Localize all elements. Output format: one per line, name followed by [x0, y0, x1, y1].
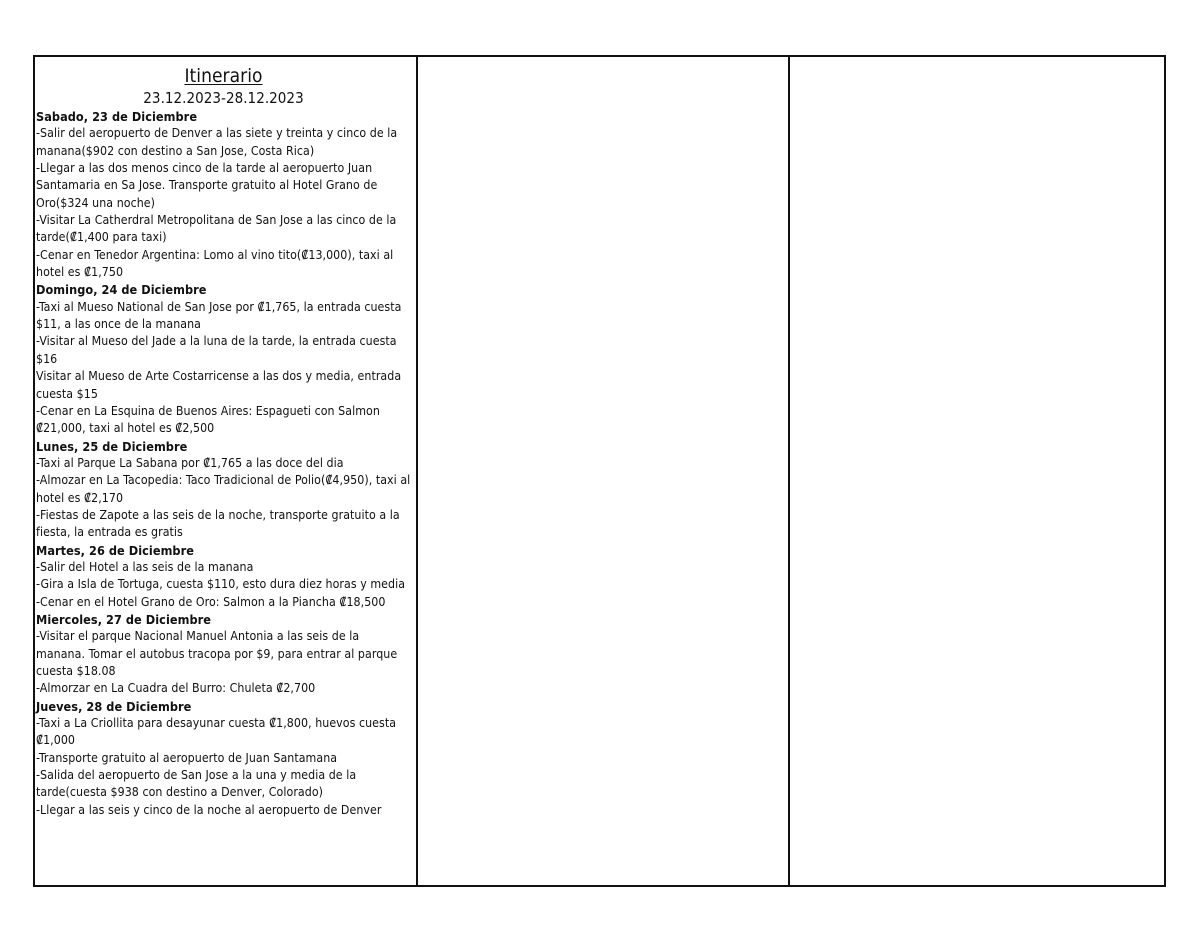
day-block — [36, 281, 411, 437]
itinerary-item: -Taxi al Mueso National de San Jose por ₡1,765, la entrada cuesta $11, a las once de la manana — [36, 299, 402, 332]
day-block — [36, 542, 411, 611]
document-title: Itinerario — [184, 65, 263, 87]
day-heading: Sabado, 23 de Diciembre — [36, 109, 198, 124]
itinerary-item: -Taxi a La Criollita para desayunar cuesta ₡1,800, huevos cuesta ₡1,000 — [36, 716, 397, 748]
itinerary-cell — [35, 63, 415, 819]
day-heading: Lunes, 25 de Diciembre — [36, 438, 188, 454]
day-block — [36, 438, 411, 542]
day-block — [36, 108, 411, 281]
day-heading: Martes, 26 de Diciembre — [36, 542, 194, 558]
itinerary-item: -Visitar La Catherdral Metropolitana de San Jose a las cinco de la tarde(₡1,400 para taxi) — [36, 213, 397, 245]
itinerary-item: -Salir del Hotel a las seis de la manana — [36, 559, 254, 574]
itinerary-item: -Llegar a las seis y cinco de la noche al aeropuerto de Denver — [36, 802, 382, 817]
itinerary-item: -Taxi al Parque La Sabana por ₡1,765 a las doce del dia — [36, 455, 344, 470]
itinerary-item: -Almorzar en La Cuadra del Burro: Chuleta ₡2,700 — [36, 681, 316, 696]
day-heading: Miercoles, 27 de Diciembre — [36, 611, 212, 627]
itinerary-item: -Cenar en Tenedor Argentina: Lomo al vino tito(₡13,000), taxi al hotel es ₡1,750 — [36, 247, 394, 280]
itinerary-item: -Visitar al Mueso del Jade a la luna de la tarde, la entrada cuesta $16 — [36, 334, 397, 366]
itinerary-item: -Visitar el parque Nacional Manuel Antonia a las seis de la manana. Tomar el autobus tracopa por $9, para entrar al parque cuesta $18.08 — [36, 629, 398, 678]
itinerary-item: -Almozar en La Tacopedia: Taco Tradicional de Polio(₡4,950), taxi al hotel es ₡2,170 — [36, 473, 411, 505]
itinerary-item: -Llegar a las dos menos cinco de la tarde al aeropuerto Juan Santamaria en Sa Jose. Transporte gratuito al Hotel Grano de Oro($324 una noche) — [36, 161, 378, 210]
itinerary-item: -Salida del aeropuerto de San Jose a la una y media de la tarde(cuesta $938 con destino a Denver, Colorado) — [36, 768, 357, 800]
itinerary-item: Visitar al Mueso de Arte Costarricense a las dos y media, entrada cuesta $15 — [36, 369, 402, 401]
itinerary-item: -Transporte gratuito al aeropuerto de Juan Santamana — [36, 750, 338, 765]
day-block — [36, 698, 411, 819]
column-divider — [416, 57, 418, 885]
day-heading: Domingo, 24 de Diciembre — [36, 282, 207, 298]
date-range: 23.12.2023-28.12.2023 — [143, 89, 304, 107]
itinerary-item: -Fiestas de Zapote a las seis de la noche, transporte gratuito a la fiesta, la entrada es gratis — [36, 507, 400, 540]
day-heading: Jueves, 28 de Diciembre — [36, 698, 192, 714]
day-block — [36, 611, 411, 698]
itinerary-item: -Cenar en La Esquina de Buenos Aires: Espagueti con Salmon ₡21,000, taxi al hotel es ₡2,500 — [36, 403, 380, 436]
itinerary-table — [33, 55, 1166, 887]
itinerary-item: -Gira a Isla de Tortuga, cuesta $110, esto dura diez horas y media — [36, 577, 406, 592]
itinerary-item: -Cenar en el Hotel Grano de Oro: Salmon a la Piancha ₡18,500 — [36, 594, 386, 609]
column-divider — [788, 57, 790, 885]
itinerary-item: -Salir del aeropuerto de Denver a las siete y treinta y cinco de la manana($902 con destino a San Jose, Costa Rica) — [36, 126, 398, 158]
